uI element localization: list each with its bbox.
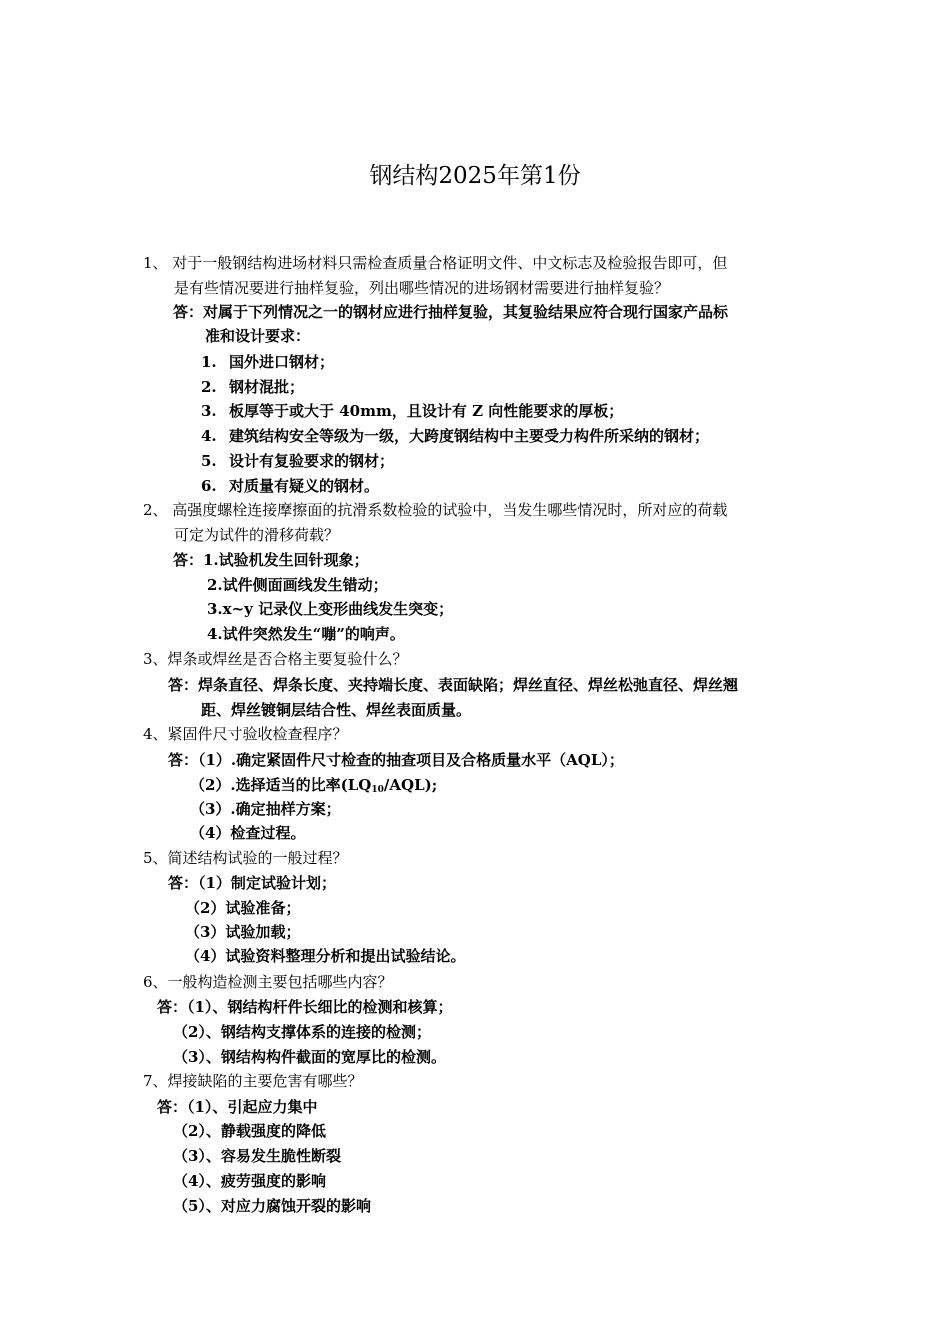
answer-1-item-6 bbox=[201, 476, 379, 496]
answer-6-line-1: 答：（1）、钢结构杆件长细比的检测和核算； bbox=[157, 998, 453, 1016]
question-3-line-1: 3、焊条或焊丝是否合格主要复验什么？ bbox=[143, 650, 408, 668]
question-2-line-2: 可定为试件的滑移荷载？ bbox=[174, 526, 340, 544]
answer-6-line-3: （3）、钢结构构件截面的宽厚比的检测。 bbox=[173, 1048, 446, 1066]
subscript-10: 10 bbox=[371, 785, 384, 795]
answer-7-line-1: 答：（1）、引起应力集中 bbox=[157, 1098, 318, 1116]
answer-3-line-1: 答：焊条直径、焊条长度、夹持端长度、表面缺陷；焊丝直径、焊丝松弛直径、焊丝翘 bbox=[168, 676, 739, 694]
page-title: 钢结构2025年第1份 bbox=[369, 163, 581, 189]
item-number: 5. bbox=[201, 452, 217, 470]
question-4-line-1: 4、紧固件尺寸验收检查程序？ bbox=[143, 725, 348, 743]
answer-5-line-4: （4）试验资料整理分析和提出试验结论。 bbox=[185, 947, 466, 965]
item-number: 1. bbox=[201, 353, 217, 371]
question-1-line-1: 1、 对于一般钢结构进场材料只需检查质量合格证明文件、中文标志及检验报告即可，但 bbox=[143, 254, 728, 272]
item-number: 4. bbox=[201, 427, 217, 445]
answer-1-item-5 bbox=[201, 451, 394, 471]
answer-3-line-2: 距、焊丝镀铜层结合性、焊丝表面质量。 bbox=[201, 701, 472, 719]
question-2-line-1: 2、 高强度螺栓连接摩擦面的抗滑系数检验的试验中，当发生哪些情况时，所对应的荷载 bbox=[143, 501, 728, 519]
item-number: 3. bbox=[201, 402, 217, 420]
answer-4-line-3: （3）.确定抽样方案； bbox=[190, 800, 341, 818]
answer-7-line-3: （3）、容易发生脆性断裂 bbox=[173, 1147, 341, 1165]
item-text: 国外进口钢材； bbox=[229, 353, 335, 371]
item-text: 建筑结构安全等级为一级，大跨度钢结构中主要受力构件所采纳的钢材； bbox=[229, 427, 710, 445]
answer-2-line-1: 答：1.试验机发生回针现象； bbox=[173, 551, 369, 569]
question-5-line-1: 5、简述结构试验的一般过程？ bbox=[143, 849, 348, 867]
answer-1-item-2 bbox=[201, 377, 304, 397]
question-6-line-1: 6、一般构造检测主要包括哪些内容？ bbox=[143, 973, 393, 991]
answer-1-line-2: 准和设计要求： bbox=[205, 327, 311, 345]
answer-7-line-4: （4）、疲劳强度的影响 bbox=[173, 1172, 326, 1190]
question-1-line-2: 是有些情况要进行抽样复验，列出哪些情况的进场钢材需要进行抽样复验？ bbox=[174, 279, 670, 297]
answer-5-line-2: （2）试验准备； bbox=[185, 899, 301, 917]
item-text: 钢材混批； bbox=[229, 378, 305, 396]
answer-7-line-2: （2）、静载强度的降低 bbox=[173, 1122, 326, 1140]
answer-6-line-2: （2）、钢结构支撑体系的连接的检测； bbox=[173, 1023, 431, 1041]
item-text: 板厚等于或大于 40mm，且设计有 Z 向性能要求的厚板； bbox=[229, 402, 624, 420]
answer-4-line-1: 答：（1）.确定紧固件尺寸检查的抽查项目及合格质量水平（AQL）； bbox=[168, 751, 624, 769]
item-text: 设计有复验要求的钢材； bbox=[229, 452, 395, 470]
question-7-line-1: 7、焊接缺陷的主要危害有哪些？ bbox=[143, 1072, 363, 1090]
answer-4-line-2-tail: /AQL); bbox=[383, 776, 438, 794]
answer-7-line-5: （5）、对应力腐蚀开裂的影响 bbox=[173, 1197, 371, 1215]
answer-2-line-2: 2.试件侧面画线发生错动； bbox=[207, 576, 388, 594]
answer-2-line-3: 3.x~y 记录仪上变形曲线发生突变； bbox=[207, 600, 454, 618]
answer-2-line-4: 4.试件突然发生“嘣”的响声。 bbox=[207, 625, 405, 643]
item-number: 2. bbox=[201, 378, 217, 396]
answer-4-line-2 bbox=[190, 775, 437, 800]
answer-1-line-1: 答：对属于下列情况之一的钢材应进行抽样复验，其复验结果应符合现行国家产品标 bbox=[173, 303, 729, 321]
answer-4-line-4: （4）检查过程。 bbox=[190, 824, 306, 842]
answer-4-line-2-text: （2）.选择适当的比率(LQ bbox=[190, 776, 372, 794]
answer-1-item-1 bbox=[201, 352, 334, 372]
item-number: 6. bbox=[201, 477, 217, 495]
answer-5-line-1: 答：（1）制定试验计划； bbox=[168, 874, 336, 892]
answer-1-item-3 bbox=[201, 401, 623, 421]
answer-5-line-3: （3）试验加载； bbox=[185, 923, 301, 941]
item-text: 对质量有疑义的钢材。 bbox=[229, 477, 380, 495]
answer-1-item-4 bbox=[201, 426, 709, 446]
